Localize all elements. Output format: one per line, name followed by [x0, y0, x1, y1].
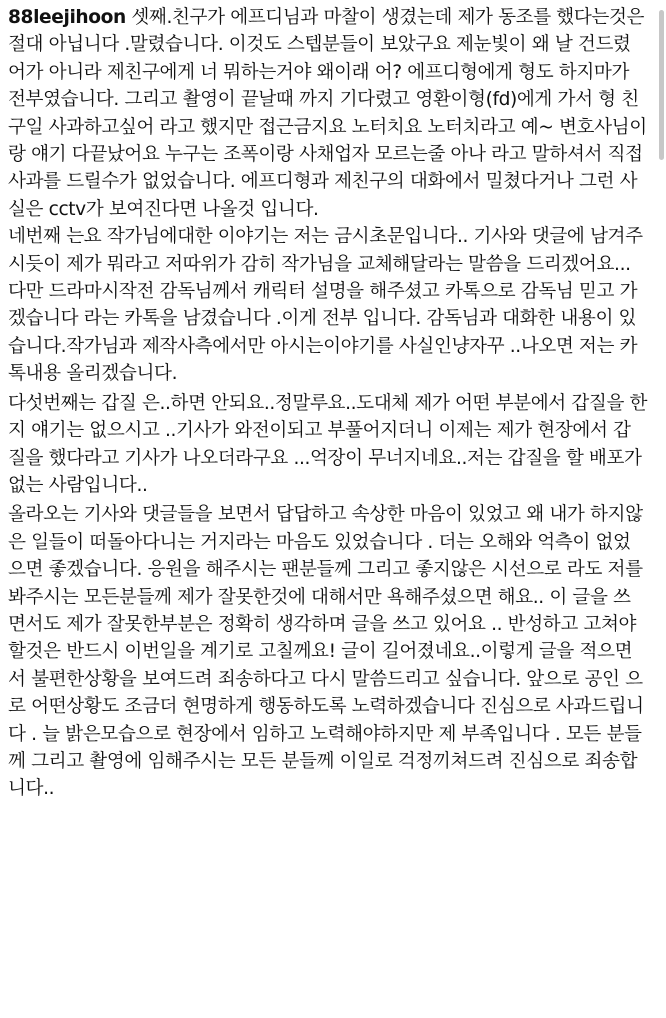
- caption-paragraph-2: 네번째 는요 작가님에대한 이야기는 저는 금시초문입니다.. 기사와 댓글에 남겨주시듯이 제가 뭐라고 저따위가 감히 작가님을 교체해달라는 말씀을 드리겠어요... 다만 드라마시작전 감독님께서 캐릭터 설명을 해주셨고 카톡으로 감독님 믿고 가겠습니다 라는 카톡을 남겼습니다 .이게 전부 입니다. 감독님과 대화한 내용이 있습니다.작가님과 제작사측에서만 아시는이야기를 사실인냥자꾸 ..나오면 저는 카톡내용 올리겠습니다.: [8, 226, 643, 385]
- username-link[interactable]: 88leejihoon: [8, 7, 126, 28]
- scrollbar-thumb[interactable]: [659, 10, 664, 160]
- caption-paragraph-4: 올라오는 기사와 댓글들을 보면서 답답하고 속상한 마음이 있었고 왜 내가 하지않은 일들이 떠돌아다니는 거지라는 마음도 있었습니다 . 더는 오해와 억측이 없었으면 좋겠습니다. 응원을 해주시는 팬분들께 그리고 좋지않은 시선으로 라도 저를 봐주시는 모든분들께 제가 잘못한것에 대해서만 욕해주셨으면 해요.. 이 글을 쓰면서도 제가 잘못한부분은 정확히 생각하며 글을 쓰고 있어요 .. 반성하고 고쳐야할것은 반드시 이번일을 계기로 고칠께요! 글이 길어졌네요..이렇게 글을 적으면서 불편한상황을 보여드려 죄송하다고 다시 말씀드리고 싶습니다. 앞으로 공인 으로 어떤상황도 조금더 현명하게 행동하도록 노력하겠습니다 진심으로 사과드립니다 . 늘 밝은모습으로 현장에서 임하고 노력해야하지만 제 부족입니다 . 모든 분들께 그리고 촬영에 임해주시는 모든 분들께 이일로 걱정끼쳐드려 진심으로 죄송합니다..: [8, 504, 644, 800]
- caption-paragraph-1: [8, 4, 648, 223]
- caption-paragraph-3: 다섯번째는 갑질 은..하면 안되요..정말루요..도대체 제가 어떤 부분에서 갑질을 한지 얘기는 없으시고 ..기사가 와전이되고 부풀어지더니 이제는 제가 현장에서 갑질을 했다라고 기사가 나오더라구요 ...억장이 무너지네요..저는 갑질을 할 배포가 없는 사람입니다..: [8, 392, 648, 496]
- post-caption: [8, 4, 648, 803]
- caption-text-1: 셋째.친구가 에프디님과 마찰이 생겼는데 제가 동조를 했다는것은 절대 아닙니다 .말렸습니다. 이것도 스텝분들이 보았구요 제눈빛이 왜 날 건드렸어가 아니라 제친구에게 너 뭐하는거야 왜이래 어? 에프디형에게 형도 하지마가 전부였습니다. 그리고 촬영이 끝날때 까지 기다렸고 영환이형(fd)에게 가서 형 친구일 사과하고싶어 라고 했지만 접근금지요 노터치요 노터치라고 예~ 변호사님이랑 얘기 다끝났어요 누구는 조폭이랑 사채업자 모르는줄 아나 라고 말하셔서 직접 사과를 드릴수가 없었습니다. 에프디형과 제친구의 대화에서 밀쳤다거나 그런 사실은 cctv가 보여진다면 나올것 입니다.: [8, 7, 647, 220]
